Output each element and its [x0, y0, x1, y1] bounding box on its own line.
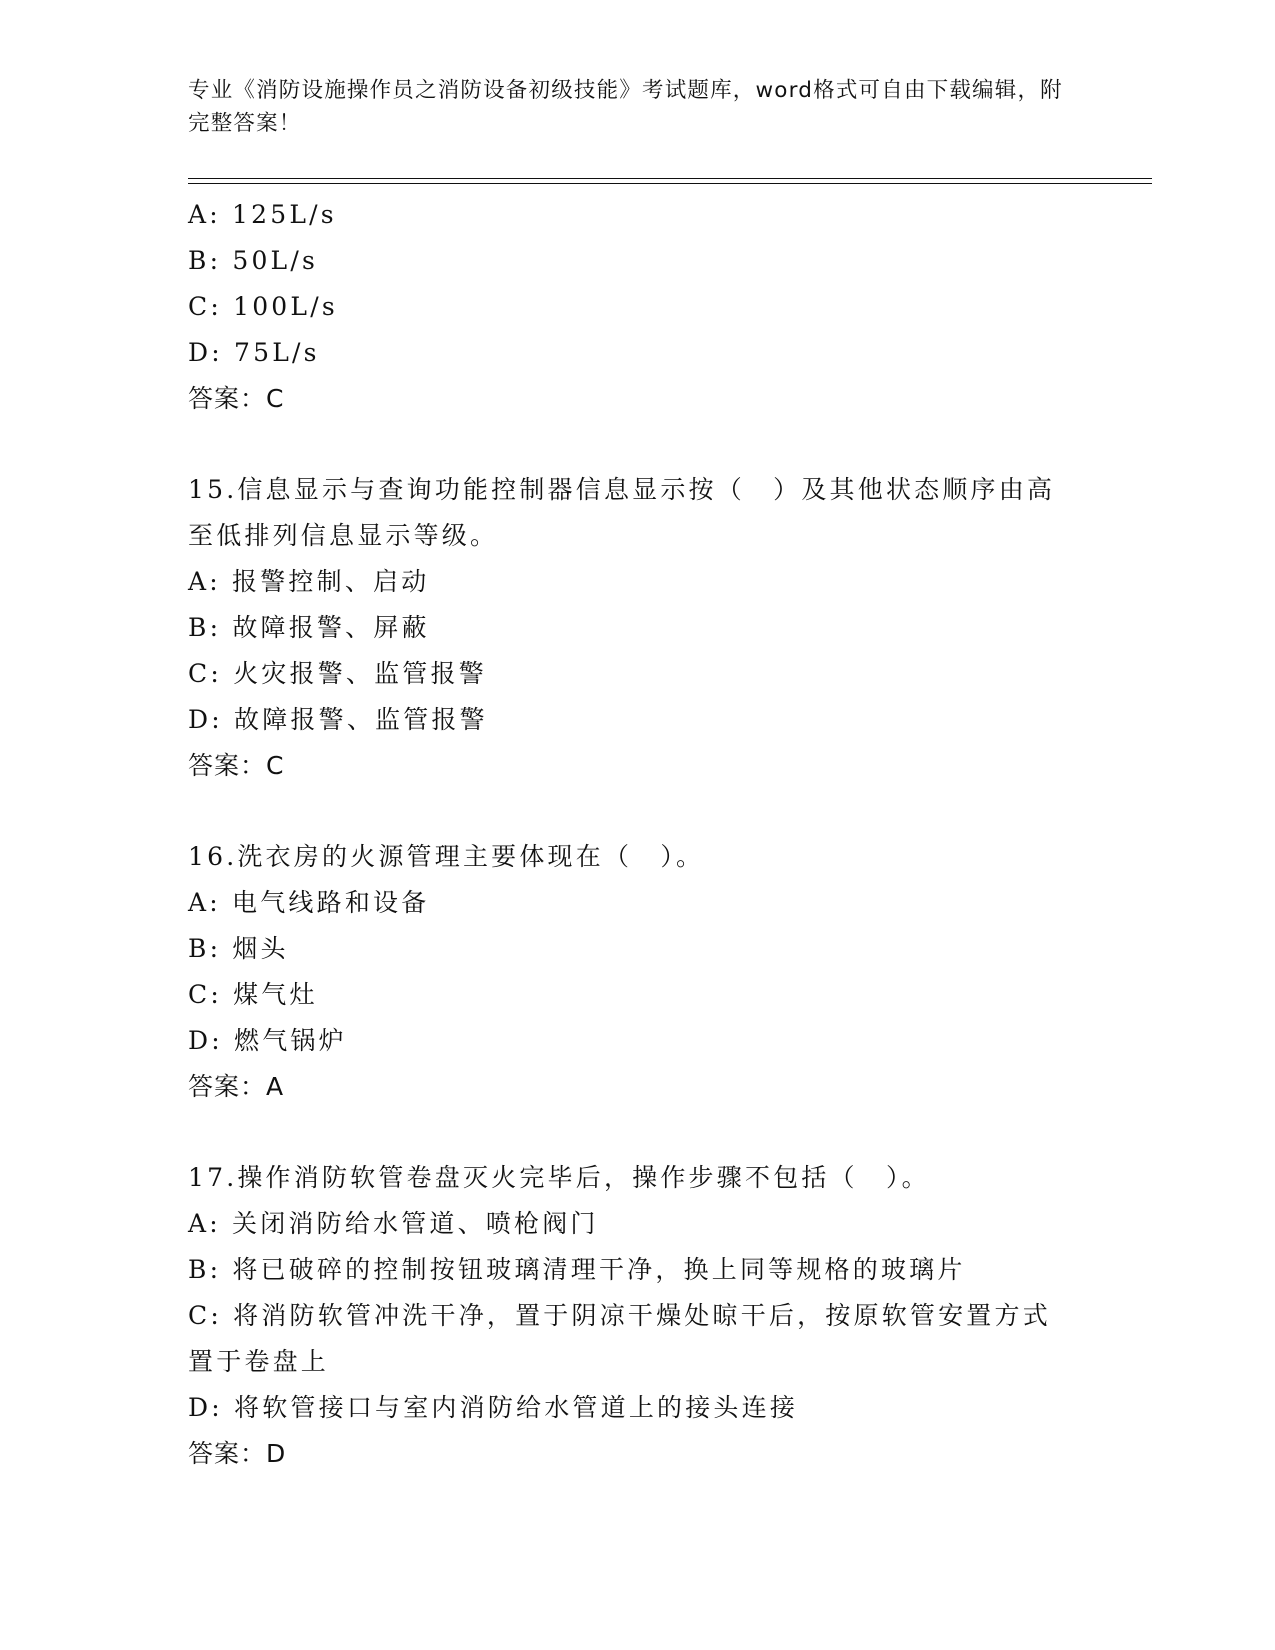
question-stem: 16.洗衣房的火源管理主要体现在（ ）。	[188, 842, 705, 871]
answer-line: 答案：C	[188, 751, 285, 780]
option-a: A: 电气线路和设备	[188, 888, 430, 917]
question-17	[188, 1155, 1088, 1477]
answer-line: 答案：D	[188, 1439, 287, 1468]
answer-line: 答案：A	[188, 1072, 285, 1101]
header-rule-bottom	[188, 183, 1152, 184]
option-a: A: 关闭消防给水管道、喷枪阀门	[188, 1209, 599, 1238]
question-stem: 17.操作消防软管卷盘灭火完毕后，操作步骤不包括（ ）。	[188, 1163, 930, 1192]
question-stem-continued: 至低排列信息显示等级。	[188, 521, 499, 550]
option-d: D: 故障报警、监管报警	[188, 705, 488, 734]
option-c-continued: 置于卷盘上	[188, 1347, 330, 1376]
document-header: 专业《消防设施操作员之消防设备初级技能》考试题库，word格式可自由下载编辑，附完整答案！	[188, 78, 1063, 136]
option-d: D: 75L/s	[188, 338, 320, 367]
option-d: D: 燃气锅炉	[188, 1026, 347, 1055]
option-b: B: 故障报警、屏蔽	[188, 613, 430, 642]
option-a: A: 125L/s	[188, 200, 337, 229]
question-15	[188, 467, 1088, 789]
option-c: C: 100L/s	[188, 292, 338, 321]
option-b: B: 将已破碎的控制按钮玻璃清理干净，换上同等规格的玻璃片	[188, 1255, 966, 1284]
option-b: B: 50L/s	[188, 246, 319, 275]
question-14-continued	[188, 192, 1088, 422]
option-b: B: 烟头	[188, 934, 289, 963]
header-rule-top	[188, 178, 1152, 179]
option-a: A: 报警控制、启动	[188, 567, 430, 596]
option-c: C: 煤气灶	[188, 980, 318, 1009]
option-d: D: 将软管接口与室内消防给水管道上的接头连接	[188, 1393, 799, 1422]
answer-line: 答案：C	[188, 384, 285, 413]
question-list	[188, 192, 1088, 1477]
option-c: C: 将消防软管冲洗干净，置于阴凉干燥处晾干后，按原软管安置方式	[188, 1301, 1051, 1330]
question-16	[188, 834, 1088, 1110]
option-c: C: 火灾报警、监管报警	[188, 659, 487, 688]
question-stem: 15.信息显示与查询功能控制器信息显示按（ ）及其他状态顺序由高	[188, 475, 1056, 504]
